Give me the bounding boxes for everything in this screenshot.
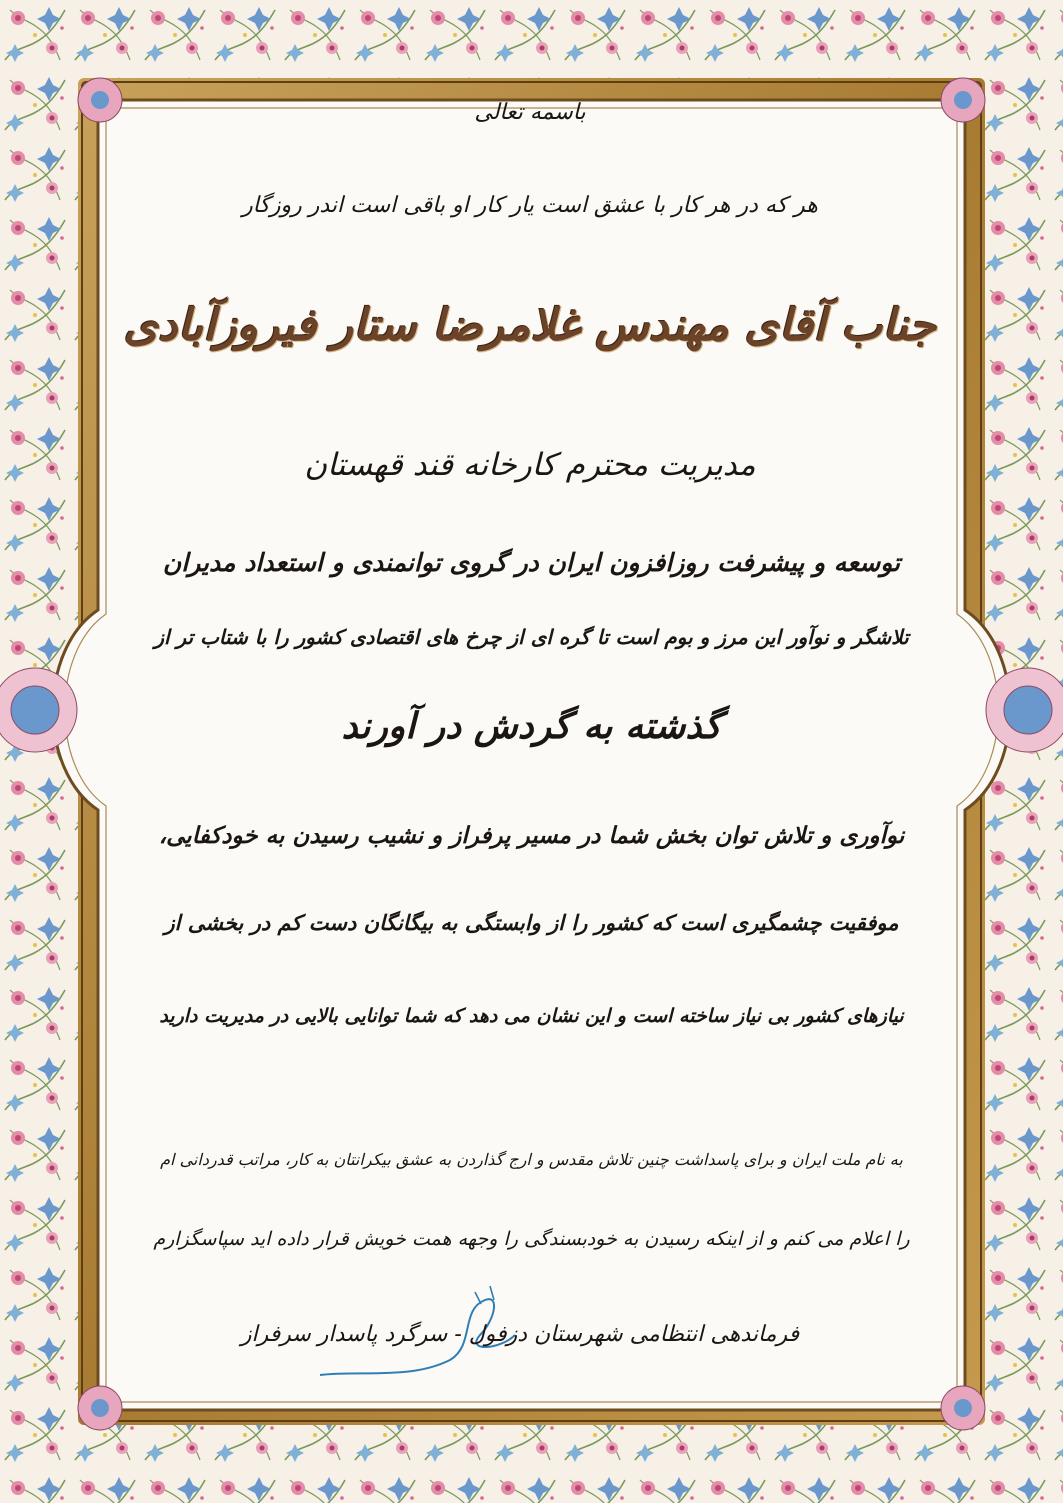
honoree-position: مدیریت محترم کارخانه قند قهستان (304, 447, 756, 483)
paragraph1-line1: توسعه و پیشرفت روزافزون ایران در گروی توانمندی و استعداد مدیران (162, 548, 901, 577)
closing-line1: به نام ملت ایران و برای پاسداشت چنین تلاش مقدس و ارج گذاردن به عشق بیکرانتان به کار، مراتب قدردانی ام (160, 1150, 903, 1169)
honoree-name: جناب آقای مهندس غلامرضا ستار فیروزآبادی (123, 300, 937, 351)
paragraph1-line2: تلاشگر و نوآور این مرز و بوم است تا گره ای از چرخ های اقتصادی کشور را با شتاب تر از (154, 625, 909, 649)
paragraph2-line2: موفقیت چشمگیری است که کشور را از وابستگی به بیگانگان دست کم در بخشی از (164, 910, 899, 935)
invocation: باسمه تعالی (474, 100, 586, 125)
paragraph2-line1: نوآوری و تلاش توان بخش شما در مسیر پرفراز و نشیب رسیدن به خودکفایی، (158, 822, 905, 849)
opening-verse: هر که در هر کار با عشق است یار کار او باقی است اندر روزگار (242, 193, 818, 218)
closing-line2: را اعلام می کنم و از اینکه رسیدن به خودبسندگی را وجهه همت خویش قرار داده اید سپاسگزارم (153, 1228, 910, 1250)
paragraph2-line3: نیازهای کشور بی نیاز ساخته است و این نشان می دهد که شما توانایی بالایی در مدیریت دارید (159, 1005, 904, 1027)
signature-line: فرماندهی انتظامی شهرستان دزفول - سرگرد پاسدار سرفراز (240, 1322, 800, 1347)
paragraph1-line3: گذشته به گردش در آورند (341, 705, 722, 747)
